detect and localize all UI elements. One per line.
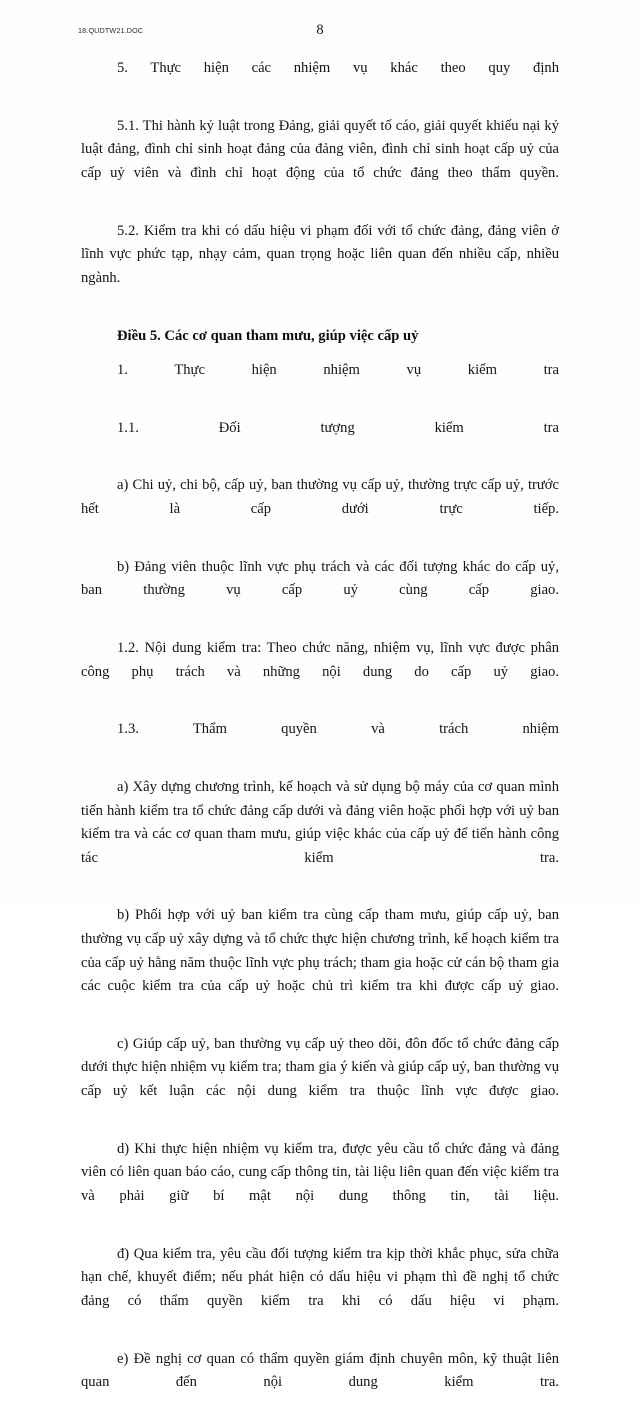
paragraph: a) Chi uỷ, chi bộ, cấp uỷ, ban thường vụ cấp uỷ, thường trực cấp uỷ, trước hết là cấp dưới trực tiếp. xyxy=(81,474,559,545)
paragraph: b) Đảng viên thuộc lĩnh vực phụ trách và các đối tượng khác do cấp uỷ, ban thường vụ cấp uỷ cùng cấp giao. xyxy=(81,556,559,627)
paragraph: 5.2. Kiểm tra khi có dấu hiệu vi phạm đối với tổ chức đảng, đảng viên ở lĩnh vực phức tạp, nhạy cảm, quan trọng hoặc liên quan đến nhiều cấp, nhiều ngành. xyxy=(81,220,559,314)
paragraph: 1.1. Đối tượng kiểm tra xyxy=(81,417,559,464)
paragraph: đ) Qua kiểm tra, yêu cầu đối tượng kiểm tra kịp thời khắc phục, sửa chữa hạn chế, khuyết điểm; nếu phát hiện có dấu hiệu vi phạm thì đề nghị tổ chức đảng có thẩm quyền kiểm tra khi có dấu hiệu vi phạm. xyxy=(81,1243,559,1337)
document-body xyxy=(81,57,559,1418)
page-number-label: 8 xyxy=(0,22,640,39)
paragraph: 5.1. Thi hành kỷ luật trong Đảng, giải quyết tố cáo, giải quyết khiếu nại kỷ luật đảng, đình chỉ sinh hoạt đảng của đảng viên, đình chỉ sinh hoạt cấp uỷ của cấp uỷ viên và đình chỉ hoạt động của tổ chức đảng theo thẩm quyền. xyxy=(81,115,559,209)
page-header xyxy=(0,22,640,44)
paragraph: a) Xây dựng chương trình, kế hoạch và sử dụng bộ máy của cơ quan mình tiến hành kiểm tra tổ chức đảng cấp dưới và đảng viên hoặc phối hợp với uỷ ban kiểm tra và các cơ quan tham mưu, giúp việc khác của cấp uỷ để tiến hành công tác kiểm tra. xyxy=(81,776,559,894)
paragraph: 1.3. Thẩm quyền và trách nhiệm xyxy=(81,718,559,765)
document-code-label: 18.QUDTW21.DOC xyxy=(78,26,143,35)
paragraph: d) Khi thực hiện nhiệm vụ kiểm tra, được yêu cầu tổ chức đảng và đảng viên có liên quan báo cáo, cung cấp thông tin, tài liệu liên quan đến việc kiểm tra và phải giữ bí mật nội dung thông tin, tài liệu. xyxy=(81,1138,559,1232)
paragraph: 5. Thực hiện các nhiệm vụ khác theo quy định xyxy=(81,57,559,104)
paragraph: 1. Thực hiện nhiệm vụ kiểm tra xyxy=(81,359,559,406)
paragraph: b) Phối hợp với uỷ ban kiểm tra cùng cấp tham mưu, giúp cấp uỷ, ban thường vụ cấp uỷ xây dựng và tổ chức thực hiện chương trình, kế hoạch kiểm tra của cấp uỷ hằng năm thuộc lĩnh vực phụ trách; tham gia hoặc cử cán bộ tham gia các cuộc kiểm tra của cấp uỷ hoặc chủ trì kiểm tra khi được cấp uỷ giao. xyxy=(81,904,559,1022)
paragraph: 1.2. Nội dung kiểm tra: Theo chức năng, nhiệm vụ, lĩnh vực được phân công phụ trách và những nội dung do cấp uỷ giao. xyxy=(81,637,559,708)
paragraph: c) Giúp cấp uỷ, ban thường vụ cấp uỷ theo dõi, đôn đốc tổ chức đảng cấp dưới thực hiện nhiệm vụ kiểm tra; tham gia ý kiến và giúp cấp uỷ, ban thường vụ cấp uỷ kết luận các nội dung kiểm tra thuộc lĩnh vực được giao. xyxy=(81,1033,559,1127)
paragraph: e) Đề nghị cơ quan có thẩm quyền giám định chuyên môn, kỹ thuật liên quan đến nội dung kiểm tra. xyxy=(81,1348,559,1418)
section-heading: Điều 5. Các cơ quan tham mưu, giúp việc cấp uỷ xyxy=(81,325,559,349)
